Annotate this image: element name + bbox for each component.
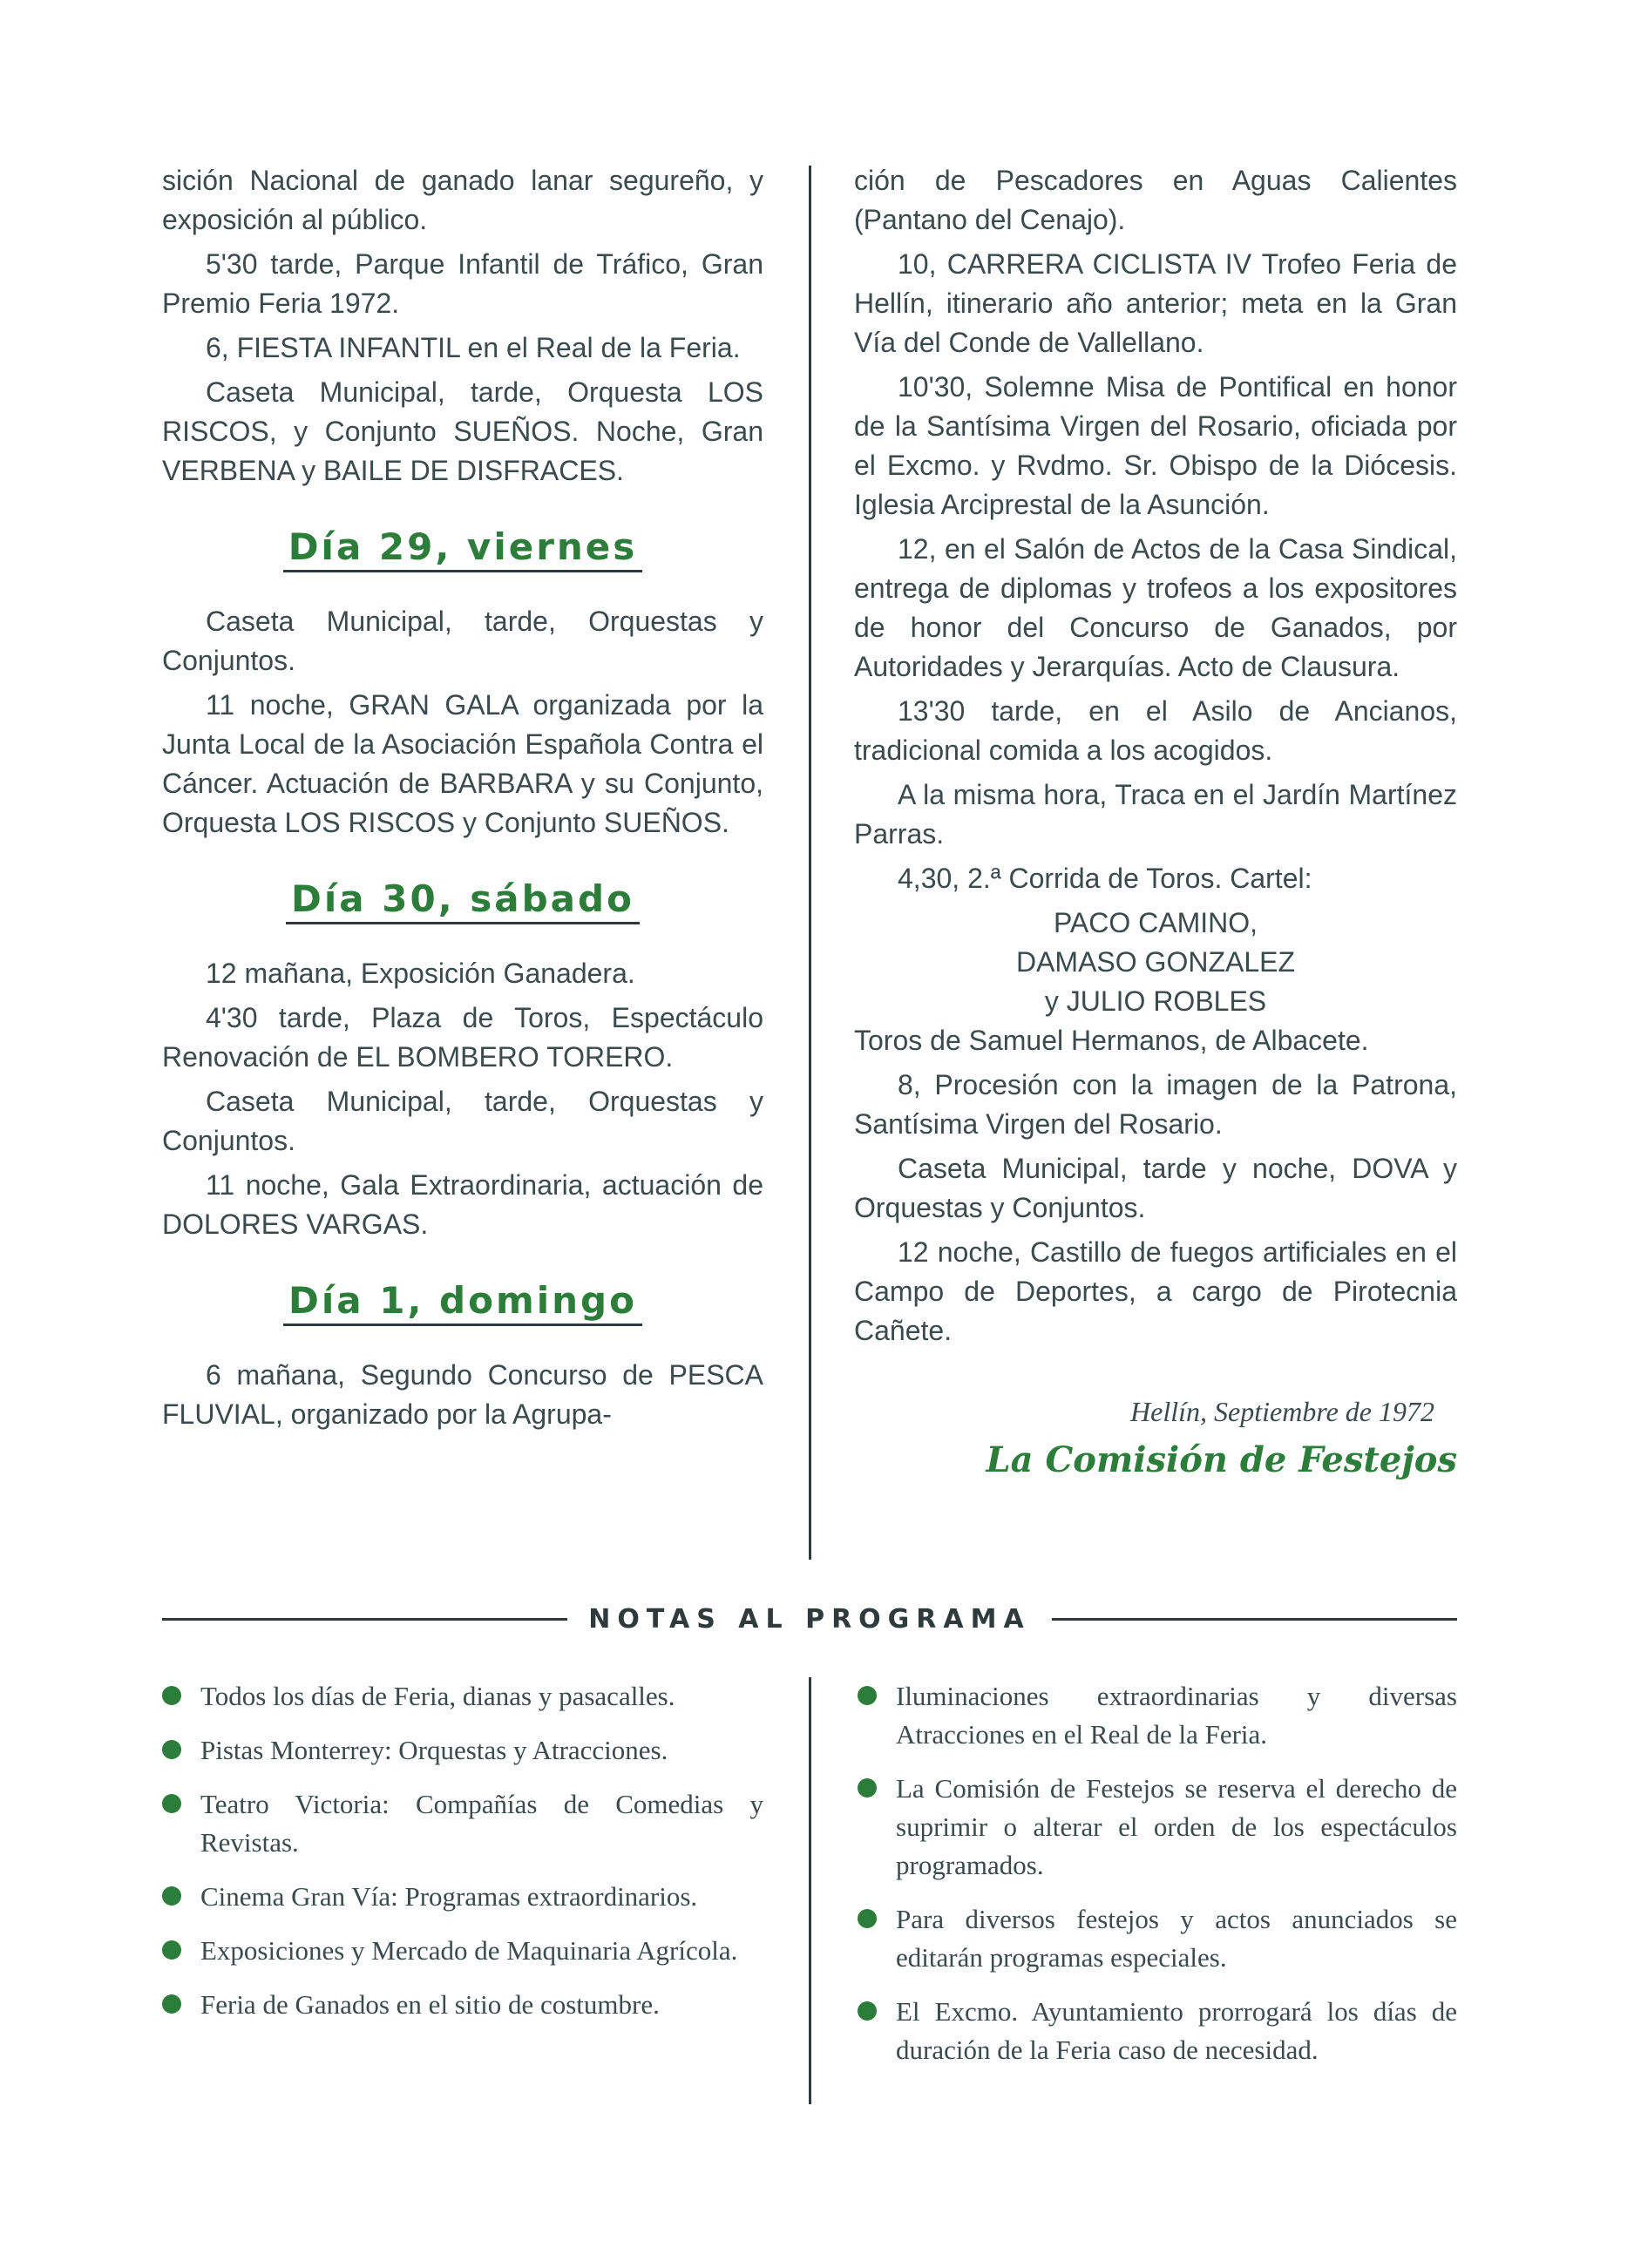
heading-rule-left — [162, 1618, 567, 1621]
right-column — [854, 161, 1457, 1479]
day-29-heading — [162, 527, 763, 572]
paragraph: 6, FIESTA INFANTIL en el Real de la Feria. — [206, 332, 741, 363]
list-item — [858, 1900, 1457, 1977]
bullfighter-name: y JULIO ROBLES — [1044, 985, 1267, 1017]
column-divider — [809, 166, 811, 1560]
signature: La Comisión de Festejos — [986, 1439, 1457, 1480]
left-column — [162, 161, 763, 1439]
bullfighter-name: PACO CAMINO, — [1053, 907, 1258, 938]
paragraph: Toros de Samuel Hermanos, de Albacete. — [854, 1025, 1369, 1056]
day-1-title: Día 1, domingo — [283, 1281, 642, 1326]
paragraph: Caseta Municipal, tarde, Orquestas y Conjuntos. — [162, 1086, 763, 1156]
list-item — [858, 1677, 1457, 1754]
notes-right-list — [858, 1677, 1457, 2085]
bullfighter-name: DAMASO GONZALEZ — [1015, 946, 1296, 978]
green-dot-bullet-icon — [162, 1686, 181, 1705]
green-dot-bullet-icon — [858, 1778, 877, 1797]
note-text: Pistas Monterrey: Orquestas y Atracciones. — [200, 1735, 668, 1765]
green-dot-bullet-icon — [162, 1740, 181, 1759]
heading-rule-right — [1052, 1618, 1457, 1621]
note-text: Feria de Ganados en el sitio de costumbre. — [200, 1989, 660, 2020]
green-dot-bullet-icon — [162, 1886, 181, 1906]
paragraph: sición Nacional de ganado lanar segureño, y exposición al público. — [162, 165, 763, 235]
place-date: Hellín, Septiembre de 1972 — [1130, 1396, 1434, 1427]
notes-left-list — [162, 1677, 763, 2040]
paragraph: 10, CARRERA CICLISTA IV Trofeo Feria de Hellín, itinerario año anterior; meta en la Gran Vía del Conde de Vallellano. — [854, 248, 1457, 358]
paragraph: 8, Procesión con la imagen de la Patrona, Santísima Virgen del Rosario. — [854, 1069, 1457, 1140]
list-item — [858, 1770, 1457, 1885]
notes-column-divider — [809, 1677, 811, 2104]
paragraph: 4,30, 2.ª Corrida de Toros. Cartel: — [898, 863, 1312, 894]
paragraph: 4'30 tarde, Plaza de Toros, Espectáculo Renovación de EL BOMBERO TORERO. — [162, 1002, 763, 1073]
day-30-heading — [162, 879, 763, 924]
note-text: El Excmo. Ayuntamiento prorrogará los días de duración de la Feria caso de necesidad. — [896, 1996, 1457, 2065]
note-text: Iluminaciones extraordinarias y diversas Atracciones en el Real de la Feria. — [896, 1681, 1457, 1750]
paragraph: Caseta Municipal, tarde, Orquestas y Conjuntos. — [162, 606, 763, 676]
note-text: La Comisión de Festejos se reserva el derecho de suprimir o alterar el orden de los espectáculos programados. — [896, 1773, 1457, 1880]
day-30-title: Día 30, sábado — [286, 879, 640, 924]
paragraph: 12 mañana, Exposición Ganadera. — [206, 958, 635, 989]
list-item — [162, 1785, 763, 1862]
note-text: Para diversos festejos y actos anunciados se editarán programas especiales. — [896, 1904, 1457, 1973]
list-item — [162, 1878, 763, 1916]
paragraph: Caseta Municipal, tarde y noche, DOVA y Orquestas y Conjuntos. — [854, 1153, 1457, 1223]
paragraph: Caseta Municipal, tarde, Orquesta LOS RISCOS, y Conjunto SUEÑOS. Noche, Gran VERBENA y BAILE DE DISFRACES. — [162, 376, 763, 486]
day-29-title: Día 29, viernes — [283, 527, 643, 572]
paragraph: A la misma hora, Traca en el Jardín Martínez Parras. — [854, 779, 1457, 850]
paragraph: 12 noche, Castillo de fuegos artificiales en el Campo de Deportes, a cargo de Pirotecnia Cañete. — [854, 1236, 1457, 1346]
green-dot-bullet-icon — [858, 2001, 877, 2021]
notes-heading — [162, 1601, 1457, 1636]
paragraph: 10'30, Solemne Misa de Pontifical en honor de la Santísima Virgen del Rosario, oficiada por el Excmo. y Rvdmo. Sr. Obispo de la Diócesis. Iglesia Arciprestal de la Asunción. — [854, 371, 1457, 520]
note-text: Cinema Gran Vía: Programas extraordinarios. — [200, 1881, 698, 1912]
green-dot-bullet-icon — [162, 1994, 181, 2014]
list-item — [162, 1986, 763, 2024]
list-item — [858, 1993, 1457, 2069]
note-text: Exposiciones y Mercado de Maquinaria Agrícola. — [200, 1935, 738, 1966]
paragraph: 11 noche, Gala Extraordinaria, actuación de DOLORES VARGAS. — [162, 1169, 763, 1240]
green-dot-bullet-icon — [162, 1940, 181, 1960]
paragraph: 12, en el Salón de Actos de la Casa Sindical, entrega de diplomas y trofeos a los expositores de honor del Concurso de Ganados, por Autoridades y Jerarquías. Acto de Clausura. — [854, 533, 1457, 682]
paragraph: 5'30 tarde, Parque Infantil de Tráfico, Gran Premio Feria 1972. — [162, 248, 763, 319]
list-item — [162, 1731, 763, 1770]
green-dot-bullet-icon — [858, 1909, 877, 1928]
day-1-heading — [162, 1281, 763, 1326]
paragraph: 13'30 tarde, en el Asilo de Ancianos, tradicional comida a los acogidos. — [854, 695, 1457, 766]
note-text: Todos los días de Feria, dianas y pasacalles. — [200, 1681, 675, 1711]
list-item — [162, 1932, 763, 1970]
note-text: Teatro Victoria: Compañías de Comedias y Revistas. — [200, 1789, 763, 1858]
notes-title: NOTAS AL PROGRAMA — [588, 1603, 1031, 1635]
paragraph: ción de Pescadores en Aguas Calientes (Pantano del Cenajo). — [854, 165, 1457, 235]
paragraph: 6 mañana, Segundo Concurso de PESCA FLUVIAL, organizado por la Agrupa- — [162, 1359, 763, 1430]
green-dot-bullet-icon — [162, 1794, 181, 1813]
list-item — [162, 1677, 763, 1716]
paragraph: 11 noche, GRAN GALA organizada por la Junta Local de la Asociación Española Contra el Cáncer. Actuación de BARBARA y su Conjunto, Orquesta LOS RISCOS y Conjunto SUEÑOS. — [162, 689, 763, 838]
green-dot-bullet-icon — [858, 1686, 877, 1705]
